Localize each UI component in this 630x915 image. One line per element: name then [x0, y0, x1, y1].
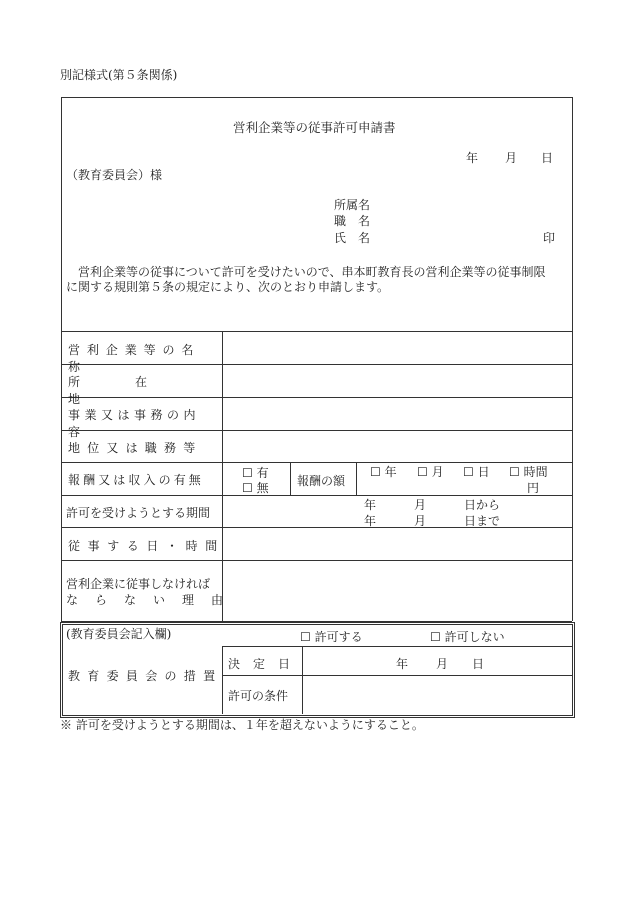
remun-yes-checkbox[interactable]: ☐ 有 [242, 466, 269, 480]
period-to-month: 月 [414, 514, 427, 528]
remun-divider [356, 462, 357, 495]
remun-no-checkbox[interactable]: ☐ 無 [242, 481, 269, 495]
not-permit-checkbox[interactable]: ☐ 許可しない [430, 630, 505, 644]
label-remuneration [68, 471, 216, 488]
per-day-checkbox[interactable]: ☐ 日 [463, 465, 490, 479]
board-header: (教育委員会記入欄) [66, 627, 172, 641]
footnote: ※ 許可を受けようとする期間は、１年を超えないようにすること。 [60, 718, 424, 732]
form-reference: 別記様式(第５条関係) [60, 68, 178, 82]
period-from-year: 年 [364, 498, 377, 512]
label-text: 所在地 [68, 375, 203, 406]
seal-mark: 印 [543, 231, 556, 245]
period-to-year: 年 [364, 514, 377, 528]
frame-right-line [572, 97, 573, 621]
label-column-line [222, 331, 223, 621]
addressee: （教育委員会）様 [66, 168, 163, 182]
yen-unit: 円 [527, 481, 540, 495]
board-measure-label [68, 667, 222, 684]
label-period [66, 504, 210, 521]
label-text: 決定日 [228, 657, 304, 671]
date-year: 年 [466, 151, 479, 165]
intro-line-1: 営利企業等の従事について許可を受けたいので、串本町教育長の営利企業等の従事制限 [78, 265, 546, 279]
label-text: 従事する日・時間 [68, 539, 225, 553]
label-company-name [68, 341, 216, 375]
label-text: 事業又は事務の内容 [68, 408, 201, 439]
label-text: 許可を受けようとする期間 [66, 506, 211, 520]
label-post [68, 439, 216, 456]
board-line [222, 675, 572, 676]
label-text: 地位又は職務等 [68, 441, 203, 455]
label-work-days [68, 537, 225, 554]
label-location [68, 373, 216, 407]
applicant-name: 氏 名 [334, 231, 371, 245]
label-text: 教育委員会の措置 [68, 669, 223, 683]
frame-top-line [61, 97, 572, 98]
label-text: ならない理由 [66, 593, 241, 607]
intro-line-2: に関する規則第５条の規定により、次のとおり申請します。 [66, 280, 390, 294]
decision-day: 日 [472, 657, 485, 671]
label-text: 営利企業等の名称 [68, 343, 201, 374]
remun-divider [290, 462, 291, 495]
per-hour-checkbox[interactable]: ☐ 時間 [509, 465, 548, 479]
date-month: 月 [505, 151, 518, 165]
board-line [222, 646, 572, 647]
label-reason-2 [66, 591, 240, 608]
decision-year: 年 [396, 657, 409, 671]
form-title: 営利企業等の従事許可申請書 [233, 120, 396, 135]
permit-checkbox[interactable]: ☐ 許可する [300, 630, 363, 644]
per-year-checkbox[interactable]: ☐ 年 [370, 465, 397, 479]
label-text: 報酬又は収入の有無 [68, 473, 204, 487]
applicant-position: 職 名 [334, 214, 371, 228]
applicant-affiliation: 所属名 [334, 198, 371, 212]
decision-date-label [228, 655, 303, 672]
period-to-day: 日まで [464, 514, 501, 528]
date-day: 日 [541, 151, 554, 165]
period-from-month: 月 [414, 498, 427, 512]
per-month-checkbox[interactable]: ☐ 月 [417, 465, 444, 479]
table-line [61, 331, 572, 332]
conditions-label: 許可の条件 [228, 689, 289, 703]
table-line [61, 462, 572, 463]
table-line [61, 560, 572, 561]
frame-left-line [61, 97, 62, 621]
label-reason-1: 営利企業に従事しなければ [66, 577, 211, 591]
period-from-day: 日から [464, 498, 501, 512]
label-business [68, 406, 216, 440]
decision-month: 月 [436, 657, 449, 671]
remun-amount-label: 報酬の額 [297, 474, 346, 488]
